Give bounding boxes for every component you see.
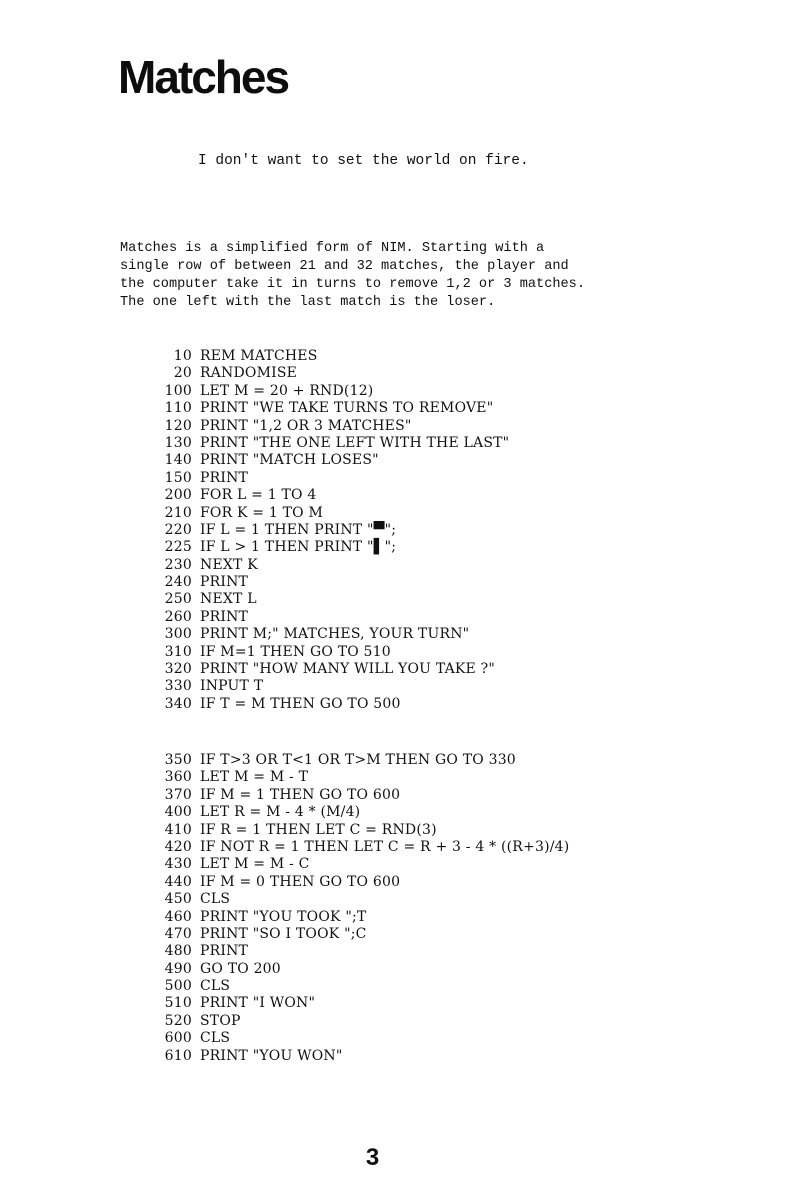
code-line bbox=[160, 522, 509, 539]
page-title: Matches bbox=[118, 51, 289, 103]
code-line bbox=[160, 470, 509, 487]
basic-statement: PRINT "HOW MANY WILL YOU TAKE ?" bbox=[200, 661, 495, 678]
code-line bbox=[160, 400, 509, 417]
code-line bbox=[160, 995, 569, 1012]
line-number: 410 bbox=[164, 821, 192, 838]
basic-statement: PRINT "MATCH LOSES" bbox=[200, 452, 379, 469]
code-line bbox=[160, 696, 509, 713]
basic-statement: PRINT bbox=[200, 574, 249, 591]
basic-statement: PRINT "I WON" bbox=[200, 995, 316, 1012]
code-line bbox=[160, 1048, 569, 1065]
line-number: 225 bbox=[164, 539, 192, 556]
line-number: 430 bbox=[164, 856, 192, 873]
basic-statement: IF M = 0 THEN GO TO 600 bbox=[200, 873, 401, 890]
code-line bbox=[160, 943, 569, 960]
basic-statement: IF M=1 THEN GO TO 510 bbox=[200, 643, 391, 660]
code-listing-part-1 bbox=[160, 348, 509, 713]
line-number: 150 bbox=[164, 469, 192, 486]
basic-statement: IF L > 1 THEN PRINT "▌"; bbox=[200, 539, 397, 556]
code-line bbox=[160, 769, 569, 786]
intro-paragraph bbox=[120, 240, 585, 312]
basic-statement: PRINT "YOU TOOK ";T bbox=[200, 908, 367, 925]
code-line bbox=[160, 452, 509, 469]
basic-statement: CLS bbox=[200, 978, 231, 995]
line-number: 260 bbox=[164, 608, 192, 625]
intro-line: single row of between 21 and 32 matches, the player and bbox=[120, 259, 569, 274]
line-number: 460 bbox=[164, 908, 192, 925]
code-line bbox=[160, 435, 509, 452]
code-line bbox=[160, 804, 569, 821]
basic-statement: PRINT "1,2 OR 3 MATCHES" bbox=[200, 417, 412, 434]
code-line bbox=[160, 365, 509, 382]
line-number: 100 bbox=[164, 382, 192, 399]
basic-statement: INPUT T bbox=[200, 678, 264, 695]
basic-statement: IF T>3 OR T<1 OR T>M THEN GO TO 330 bbox=[200, 752, 516, 768]
code-line bbox=[160, 926, 569, 943]
line-number: 20 bbox=[173, 365, 192, 382]
code-line bbox=[160, 644, 509, 661]
code-line bbox=[160, 856, 569, 873]
basic-statement: PRINT "SO I TOOK ";C bbox=[200, 925, 367, 942]
line-number: 220 bbox=[164, 521, 192, 538]
basic-statement: FOR K = 1 TO M bbox=[200, 504, 324, 521]
code-line bbox=[160, 487, 509, 504]
basic-statement: PRINT "YOU WON" bbox=[200, 1047, 343, 1064]
line-number: 510 bbox=[164, 995, 192, 1012]
basic-statement: PRINT bbox=[200, 943, 249, 960]
code-line bbox=[160, 891, 569, 908]
code-line bbox=[160, 591, 509, 608]
line-number: 330 bbox=[164, 678, 192, 695]
code-line bbox=[160, 661, 509, 678]
line-number: 610 bbox=[164, 1047, 192, 1064]
basic-statement: LET M = M - C bbox=[200, 856, 310, 873]
basic-statement: IF L = 1 THEN PRINT "▀"; bbox=[200, 521, 397, 538]
intro-line: the computer take it in turns to remove 1,2 or 3 matches. bbox=[120, 277, 585, 292]
code-line bbox=[160, 678, 509, 695]
code-line bbox=[160, 539, 509, 556]
basic-statement: FOR L = 1 TO 4 bbox=[200, 487, 317, 504]
line-number: 480 bbox=[164, 943, 192, 960]
code-line bbox=[160, 505, 509, 522]
code-line bbox=[160, 609, 509, 626]
basic-statement: PRINT "WE TAKE TURNS TO REMOVE" bbox=[200, 400, 494, 417]
intro-line: The one left with the last match is the loser. bbox=[120, 295, 496, 310]
basic-statement: NEXT K bbox=[200, 556, 258, 573]
basic-statement: PRINT M;" MATCHES, YOUR TURN" bbox=[200, 626, 470, 643]
epigraph: I don't want to set the world on fire. bbox=[198, 153, 529, 169]
code-line bbox=[160, 348, 509, 365]
basic-statement: LET M = 20 + RND(12) bbox=[200, 382, 374, 399]
line-number: 490 bbox=[164, 960, 192, 977]
line-number: 400 bbox=[164, 804, 192, 821]
basic-statement: IF NOT R = 1 THEN LET C = R + 3 - 4 * ((R+3)/4) bbox=[200, 838, 570, 855]
basic-statement: LET M = M - T bbox=[200, 769, 309, 786]
basic-statement: REM MATCHES bbox=[200, 348, 318, 364]
basic-statement: PRINT bbox=[200, 608, 249, 625]
basic-statement: IF R = 1 THEN LET C = RND(3) bbox=[200, 821, 437, 838]
line-number: 120 bbox=[164, 417, 192, 434]
basic-statement: LET R = M - 4 * (M/4) bbox=[200, 804, 361, 821]
code-line bbox=[160, 626, 509, 643]
code-line bbox=[160, 822, 569, 839]
line-number: 420 bbox=[164, 838, 192, 855]
basic-statement: IF T = M THEN GO TO 500 bbox=[200, 695, 401, 712]
basic-statement: IF M = 1 THEN GO TO 600 bbox=[200, 786, 401, 803]
code-line bbox=[160, 418, 509, 435]
line-number: 470 bbox=[164, 925, 192, 942]
code-line bbox=[160, 874, 569, 891]
line-number: 110 bbox=[164, 400, 192, 417]
basic-statement: NEXT L bbox=[200, 591, 257, 608]
basic-statement: RANDOMISE bbox=[200, 365, 298, 382]
line-number: 240 bbox=[164, 574, 192, 591]
basic-statement: PRINT bbox=[200, 469, 249, 486]
basic-statement: GO TO 200 bbox=[200, 960, 281, 977]
code-line bbox=[160, 1013, 569, 1030]
line-number: 520 bbox=[164, 1012, 192, 1029]
code-line bbox=[160, 961, 569, 978]
line-number: 310 bbox=[164, 643, 192, 660]
code-line bbox=[160, 909, 569, 926]
code-line bbox=[160, 978, 569, 995]
line-number: 440 bbox=[164, 873, 192, 890]
basic-statement: CLS bbox=[200, 1030, 231, 1047]
line-number: 210 bbox=[164, 504, 192, 521]
line-number: 250 bbox=[164, 591, 192, 608]
intro-line: Matches is a simplified form of NIM. Starting with a bbox=[120, 241, 545, 256]
line-number: 350 bbox=[164, 752, 192, 768]
code-line bbox=[160, 383, 509, 400]
line-number: 360 bbox=[164, 769, 192, 786]
code-line bbox=[160, 1030, 569, 1047]
basic-statement: PRINT "THE ONE LEFT WITH THE LAST" bbox=[200, 434, 510, 451]
code-line bbox=[160, 557, 509, 574]
code-line bbox=[160, 574, 509, 591]
line-number: 130 bbox=[164, 434, 192, 451]
line-number: 370 bbox=[164, 786, 192, 803]
line-number: 140 bbox=[164, 452, 192, 469]
line-number: 230 bbox=[164, 556, 192, 573]
line-number: 320 bbox=[164, 661, 192, 678]
code-line bbox=[160, 839, 569, 856]
code-line bbox=[160, 752, 569, 769]
line-number: 600 bbox=[164, 1030, 192, 1047]
code-line bbox=[160, 787, 569, 804]
line-number: 200 bbox=[164, 487, 192, 504]
line-number: 10 bbox=[173, 348, 192, 364]
line-number: 300 bbox=[164, 626, 192, 643]
basic-statement: STOP bbox=[200, 1012, 241, 1029]
basic-statement: CLS bbox=[200, 891, 231, 908]
line-number: 340 bbox=[164, 695, 192, 712]
code-listing-part-2 bbox=[160, 752, 569, 1065]
page-number: 3 bbox=[365, 1144, 380, 1171]
line-number: 500 bbox=[164, 978, 192, 995]
line-number: 450 bbox=[164, 891, 192, 908]
